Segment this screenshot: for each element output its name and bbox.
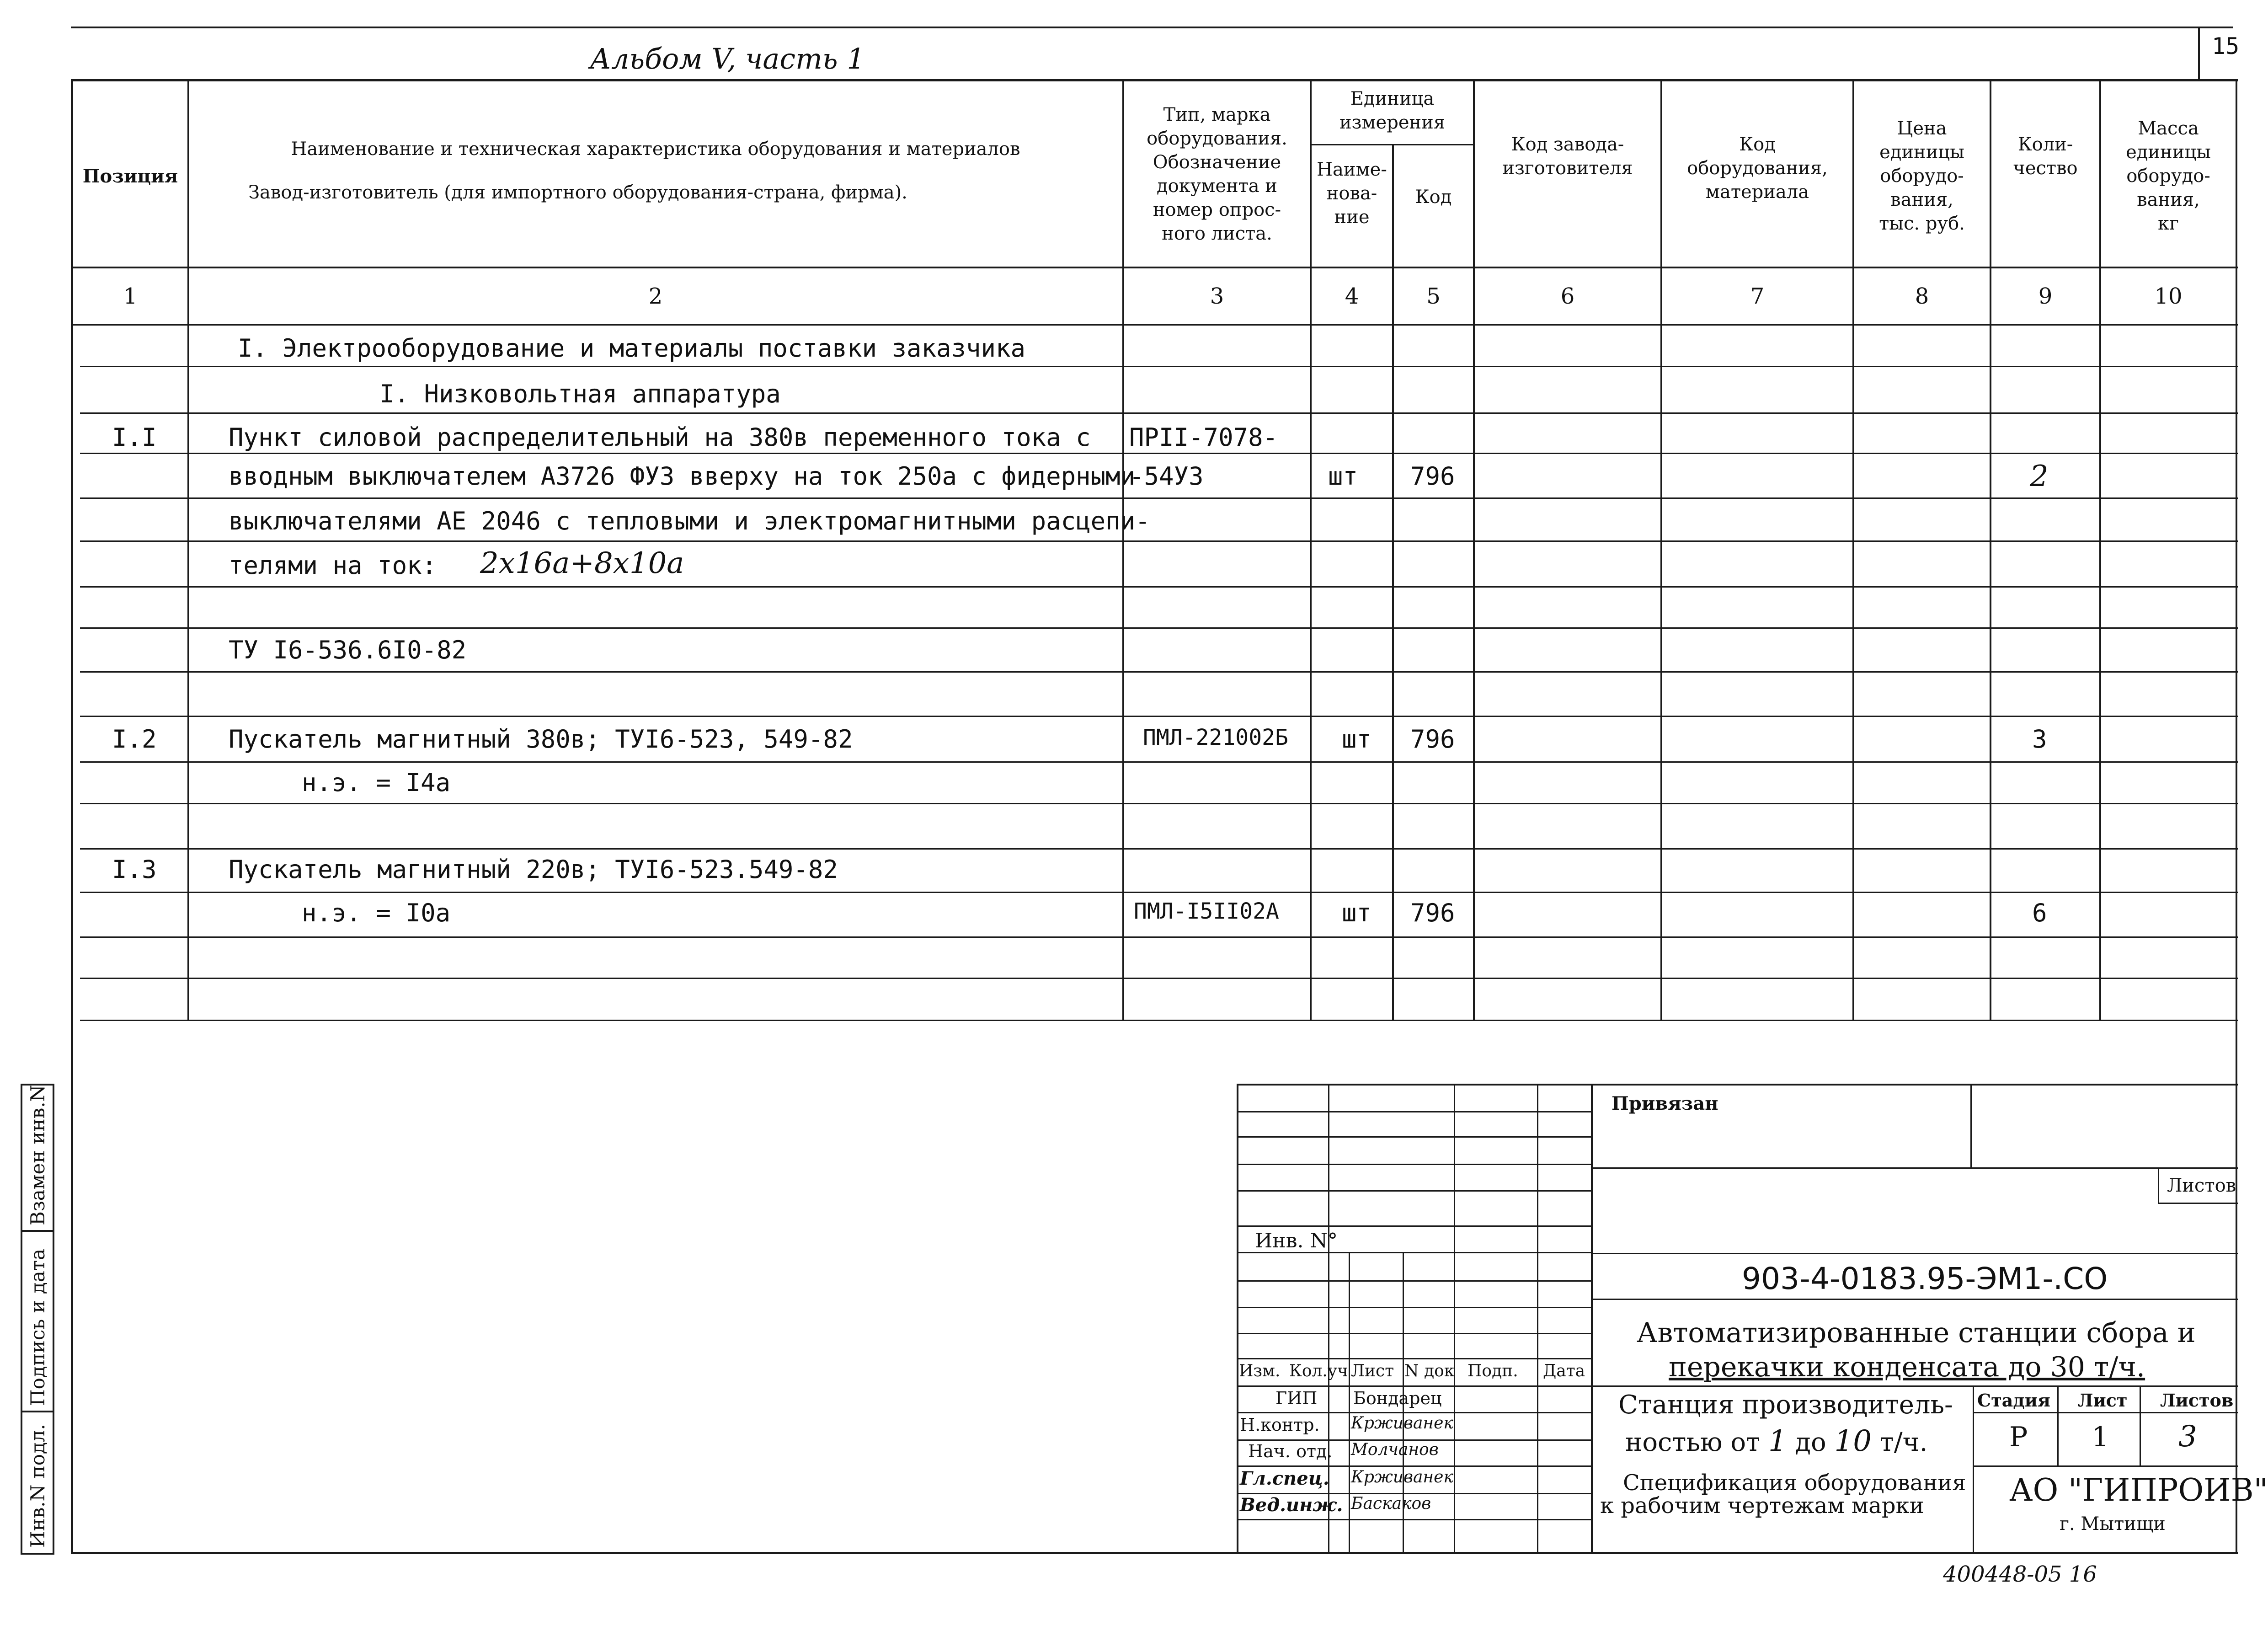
row3-code: 796 — [1410, 898, 1455, 927]
organization-city: г. Мытищи — [2060, 1513, 2166, 1535]
row2-position: I.2 — [112, 725, 157, 754]
document-code: 903-4-0183.95-ЭМ1-.СО — [1742, 1261, 2108, 1296]
stamp-col-izm: Изм. — [1239, 1362, 1281, 1380]
row3-quantity: 6 — [2032, 898, 2047, 927]
name-gl-spec: Крживанек — [1351, 1468, 1453, 1487]
header-name-line1: Наименование и техническая характеристика оборудования и материалов — [291, 139, 1020, 160]
organization: АО "ГИПРОИВ" — [2009, 1472, 2268, 1508]
row1-handwritten-currents: 2х16а+8х10а — [480, 546, 684, 580]
stamp-col-list: Лист — [1351, 1362, 1394, 1380]
header-factory-code: Код завода- изготовителя — [1502, 134, 1633, 179]
role-ved-inzh: Вед.инж. — [1240, 1494, 1343, 1516]
privyazan-label: Привязан — [1612, 1093, 1718, 1114]
sheet-value: 1 — [2092, 1421, 2109, 1453]
header-mass: Масса единицы оборудо- вания, кг — [2126, 118, 2211, 234]
row1-tu: ТУ I6-536.6I0-82 — [229, 636, 467, 664]
stage-value: Р — [2009, 1421, 2028, 1453]
archive-number: 400448-05 16 — [1943, 1561, 2097, 1587]
row3-position: I.3 — [112, 855, 157, 884]
row3-desc-line2: н.э. = I0а — [302, 898, 451, 927]
stage-label: Стадия — [1977, 1390, 2050, 1411]
subsection-title: I. Низковольтная аппаратура — [379, 380, 781, 408]
stamp-col-ndok: N док — [1404, 1362, 1455, 1380]
row1-position: I.I — [112, 423, 157, 452]
name-nkontr: Крживанек — [1351, 1414, 1453, 1433]
row2-quantity: 3 — [2032, 725, 2047, 754]
role-nach-otd: Нач. отд. — [1248, 1441, 1333, 1461]
row1-quantity: 2 — [2030, 460, 2049, 493]
stamp-col-data: Дата — [1543, 1362, 1585, 1380]
header-position: Позиция — [82, 166, 178, 187]
row1-unit: шт — [1328, 462, 1358, 491]
row2-desc-line1: Пускатель магнитный 380в; ТУI6-523, 549-82 — [229, 725, 853, 754]
role-gip: ГИП — [1275, 1388, 1318, 1408]
row1-desc-line3: выключателями АЕ 2046 с тепловыми и электромагнитными расцепи- — [229, 507, 1150, 535]
row3-unit: шт — [1342, 898, 1372, 927]
row1-desc-line1: Пункт силовой распределительный на 380в переменного тока с — [229, 423, 1091, 452]
row1-code: 796 — [1410, 462, 1455, 491]
stamp-inv-podl: Инв.N подл. — [27, 1424, 49, 1548]
row1-type-line1: ПРII-7078- — [1129, 423, 1278, 452]
stamp-col-podp: Подп. — [1468, 1362, 1518, 1380]
header-equipment-code: Код оборудования, материала — [1687, 134, 1828, 203]
station-line1: Станция производитель- — [1618, 1390, 1953, 1420]
project-title-line1: Автоматизированные станции сбора и — [1637, 1317, 2196, 1349]
stamp-podpis-data: Подпись и дата — [27, 1248, 49, 1406]
sheet-label: Лист — [2078, 1390, 2128, 1411]
listov-top-label: Листов — [2167, 1175, 2236, 1196]
header-unit-name: Наиме- нова- ние — [1317, 159, 1387, 228]
row3-desc-line1: Пускатель магнитный 220в; ТУI6-523.549-82 — [229, 855, 838, 884]
spec-line1: Спецификация оборудования — [1623, 1470, 1966, 1496]
album-title: Альбом V, часть 1 — [590, 42, 865, 75]
row2-code: 796 — [1410, 725, 1455, 754]
stamp-inv-vzamen: Взамен инв.N — [27, 1085, 49, 1225]
stamp-col-koluch: Кол.уч — [1289, 1362, 1348, 1380]
name-gip: Бондарец — [1353, 1388, 1442, 1408]
header-unit-group: Единица измерения — [1339, 88, 1446, 133]
role-nkontr: Н.контр. — [1240, 1415, 1320, 1435]
name-nach-otd: Молчанов — [1351, 1440, 1439, 1459]
header-unit-code: Код — [1415, 187, 1452, 208]
row1-desc-line2: вводным выключателем А3726 ФУЗ вверху на ток 250а с фидерными — [229, 462, 1136, 491]
row2-type: ПМЛ-221002Б — [1143, 725, 1288, 750]
header-quantity: Коли- чество — [2013, 134, 2078, 179]
station-line2: ностью от 1 до 10 т/ч. — [1625, 1424, 1928, 1458]
row2-unit: шт — [1342, 725, 1372, 754]
page-number: 15 — [2212, 33, 2240, 59]
row1-desc-line4: телями на ток: — [229, 551, 437, 580]
spec-line2: к рабочим чертежам марки — [1600, 1493, 1924, 1519]
row1-type-line2: -54У3 — [1129, 462, 1204, 491]
role-gl-spec: Гл.спец. — [1240, 1468, 1329, 1489]
project-title-line2: перекачки конденсата до 30 т/ч. — [1669, 1351, 2145, 1383]
sheets-value: 3 — [2178, 1420, 2197, 1454]
header-type: Тип, марка оборудования. Обозначение документа и номер опрос- ного листа. — [1147, 104, 1287, 244]
row2-desc-line2: н.э. = I4а — [302, 768, 451, 797]
header-price: Цена единицы оборудо- вания, тыс. руб. — [1879, 118, 1965, 234]
header-name-line2: Завод-изготовитель (для импортного оборудования-страна, фирма). — [248, 182, 907, 203]
name-ved-inzh: Баскаков — [1351, 1494, 1431, 1513]
sheets-label: Листов — [2160, 1390, 2234, 1411]
row3-type: ПМЛ-I5II02А — [1134, 898, 1279, 924]
section-title: I. Электрооборудование и материалы поставки заказчика — [238, 334, 1026, 363]
inv-n-label: Инв. N° — [1255, 1229, 1338, 1252]
